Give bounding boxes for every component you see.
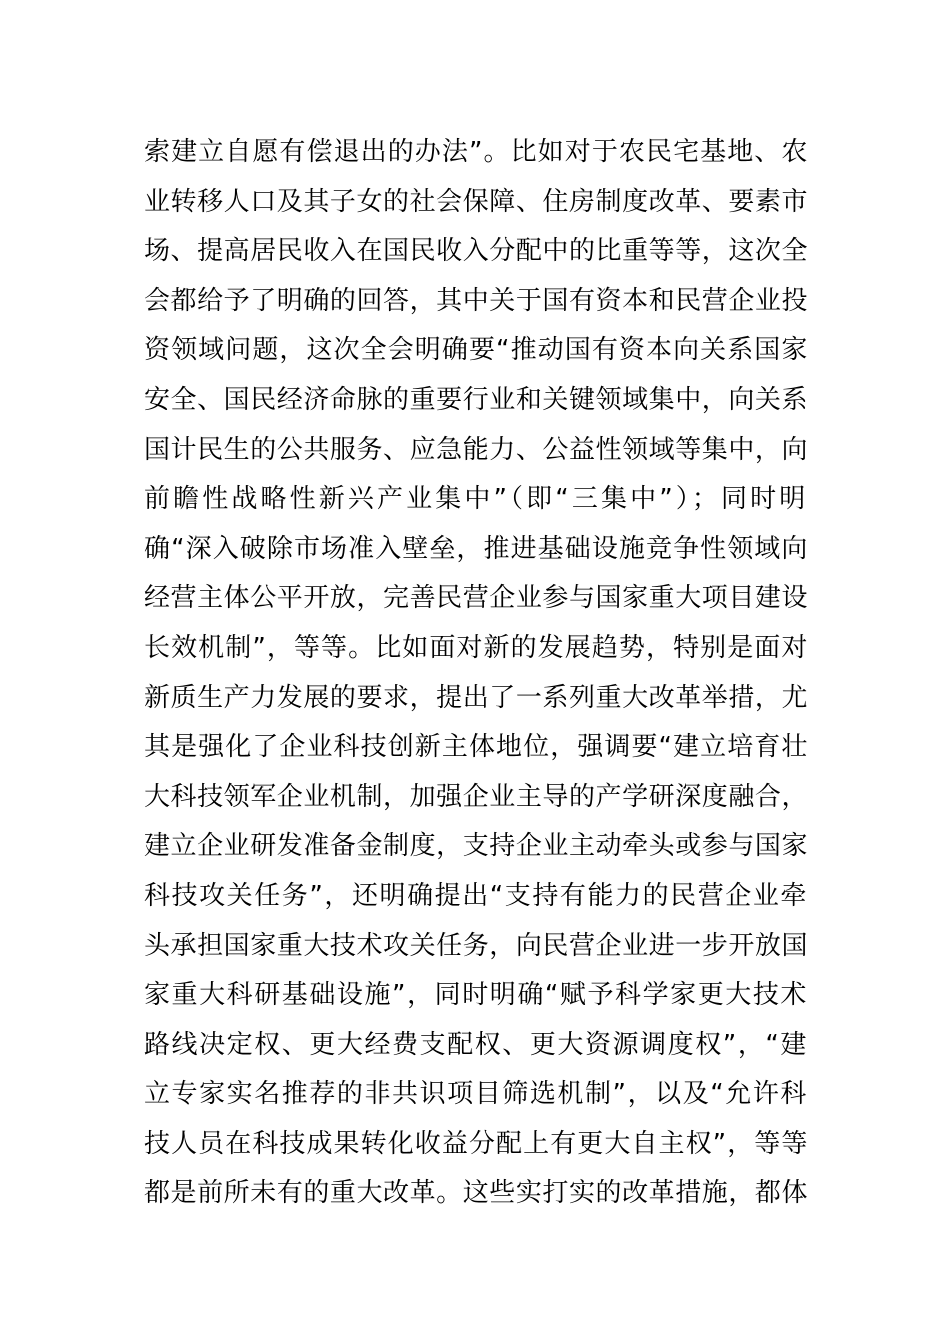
text-line: 家重大科研基础设施”，同时明确“赋予科学家更大技术 bbox=[144, 980, 808, 1011]
text-line: 国计民生的公共服务、应急能力、公益性领域等集中，向 bbox=[144, 434, 809, 465]
text-line: 业转移人口及其子女的社会保障、住房制度改革、要素市 bbox=[144, 186, 809, 217]
body-paragraph bbox=[144, 128, 808, 1219]
text-line: 安全、国民经济命脉的重要行业和关键领域集中，向关系 bbox=[144, 384, 809, 415]
text-line: 头承担国家重大技术攻关任务，向民营企业进一步开放国 bbox=[144, 930, 809, 961]
text-line: 前瞻性战略性新兴产业集中”（即“三集中”）；同时明 bbox=[144, 484, 809, 515]
text-line: 索建立自愿有偿退出的办法”。比如对于农民宅基地、农 bbox=[144, 137, 809, 167]
text-line: 确“深入破除市场准入壁垒，推进基础设施竞争性领域向 bbox=[144, 533, 809, 564]
text-line: 大科技领军企业机制，加强企业主导的产学研深度融合， bbox=[144, 781, 809, 812]
text-line: 科技攻关任务”，还明确提出“支持有能力的民营企业牵 bbox=[144, 880, 808, 911]
text-line: 新质生产力发展的要求，提出了一系列重大改革举措，尤 bbox=[144, 682, 809, 713]
text-line: 其是强化了企业科技创新主体地位，强调要“建立培育壮 bbox=[144, 732, 809, 763]
text-line: 场、提高居民收入在国民收入分配中的比重等等，这次全 bbox=[144, 236, 809, 267]
text-line: 长效机制”，等等。比如面对新的发展趋势，特别是面对 bbox=[144, 632, 809, 663]
text-line: 资领域问题，这次全会明确要“推动国有资本向关系国家 bbox=[144, 335, 809, 366]
text-line: 建立企业研发准备金制度，支持企业主动牵头或参与国家 bbox=[144, 831, 809, 862]
text-line: 会都给予了明确的回答，其中关于国有资本和民营企业投 bbox=[144, 285, 809, 316]
text-line: 路线决定权、更大经费支配权、更大资源调度权”，“建 bbox=[144, 1029, 808, 1060]
text-line: 立专家实名推荐的非共识项目筛选机制”，以及“允许科 bbox=[144, 1079, 808, 1110]
text-line: 都是前所未有的重大改革。这些实打实的改革措施，都体 bbox=[144, 1178, 809, 1209]
text-line: 技人员在科技成果转化收益分配上有更大自主权”，等等 bbox=[144, 1128, 809, 1159]
text-line: 经营主体公平开放，完善民营企业参与国家重大项目建设 bbox=[144, 583, 809, 614]
